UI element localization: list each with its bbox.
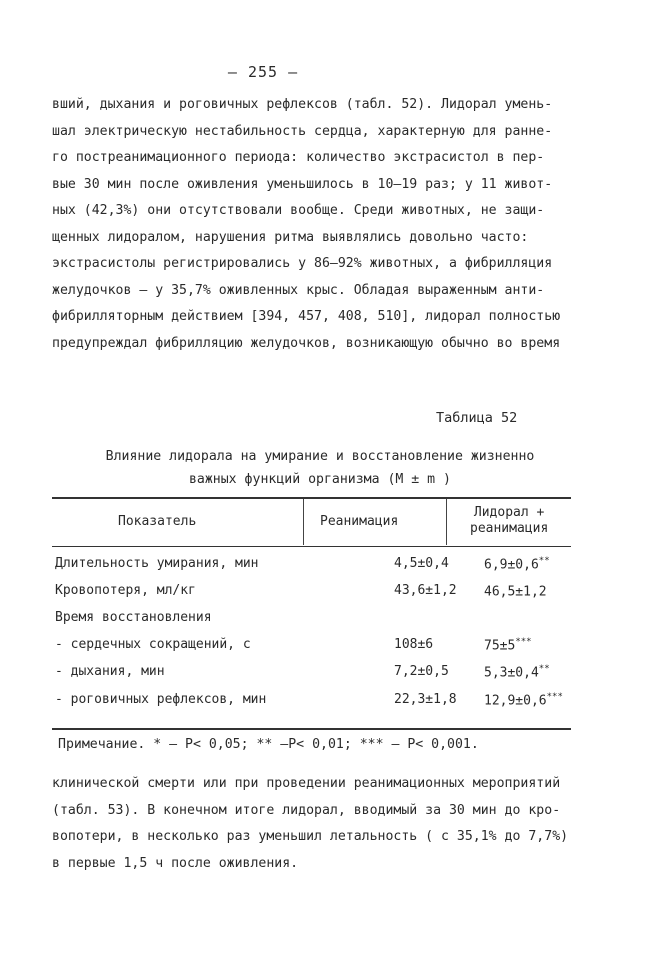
table-note: Примечание. * – P< 0,05; ** –P< 0,01; *** – P< 0,001. (58, 737, 479, 752)
value-lidoral: 12,9±0,6*** (484, 692, 563, 709)
header-resuscitation: Реанимация (320, 514, 399, 529)
table-title-line: важных функций организма (M ± m ) (188, 472, 451, 487)
table-row (52, 610, 571, 630)
value-lidoral: 6,9±0,6** (484, 556, 550, 573)
text-line: клинической смерти или при проведении реанимационных мероприятий (52, 776, 561, 791)
text-line: щенных лидоралом, нарушения ритма выявлялись довольно часто: (52, 229, 529, 245)
text-line: (табл. 53). В конечном итоге лидорал, вводимый за 30 мин до кро- (52, 802, 561, 818)
value-lidoral: 75±5*** (484, 637, 532, 654)
row-label: Длительность умирания, мин (55, 556, 259, 571)
table-bottom-rule (52, 728, 571, 730)
table-row (52, 583, 571, 603)
value-lidoral: 46,5±1,2 (484, 584, 547, 600)
text-line: предупреждал фибрилляцию желудочков, возникающую обычно во время (52, 335, 561, 351)
page-number: – 255 – (227, 63, 299, 81)
row-label: - дыхания, мин (55, 664, 165, 679)
paragraph-top (52, 92, 592, 357)
paragraph-bottom (52, 771, 592, 877)
column-divider (303, 499, 304, 545)
text-line: шал электрическую нестабильность сердца, характерную для ранне- (52, 123, 553, 139)
text-line: вший, дыхания и роговичных рефлексов (табл. 52). Лидорал умень- (52, 97, 553, 112)
value-resuscitation: 43,6±1,2 (394, 583, 457, 598)
text-line: желудочков – у 35,7% оживленных крыс. Обладая выраженным анти- (52, 282, 545, 298)
text-line: вые 30 мин после оживления уменьшилось в 10–19 раз; у 11 живот- (52, 176, 553, 192)
header-line: Лидорал + (473, 505, 545, 520)
text-line: го постреанимационного периода: количество экстрасистол в пер- (52, 150, 545, 165)
table-title-line: Влияние лидорала на умирание и восстановление жизненно (105, 449, 535, 464)
value-resuscitation: 7,2±0,5 (394, 664, 449, 679)
column-divider (446, 499, 447, 545)
row-label: Кровопотеря, мл/кг (55, 583, 196, 598)
value-resuscitation: 22,3±1,8 (394, 692, 457, 707)
table-row (52, 556, 571, 576)
header-indicator: Показатель (118, 514, 197, 529)
value-resuscitation: 4,5±0,4 (394, 556, 449, 571)
significance-mark: ** (538, 556, 550, 566)
row-label: - сердечных сокращений, с (55, 637, 251, 652)
value-resuscitation: 108±6 (394, 637, 434, 652)
text-line: в первые 1,5 ч после оживления. (52, 855, 299, 871)
significance-mark: *** (515, 637, 532, 647)
table-top-rule (52, 497, 571, 499)
header-lidoral-resuscitation (470, 505, 548, 537)
text-line: вопотери, в несколько раз уменьшил летальность ( с 35,1% до 7,7%) (52, 829, 569, 844)
table-caption: Таблица 52 (436, 410, 518, 426)
value-lidoral: 5,3±0,4** (484, 664, 550, 681)
text-line: фибрилляторным действием [394, 457, 408, 510], лидорал полностью (52, 309, 561, 324)
table-row (52, 664, 571, 684)
table-row (52, 637, 571, 657)
table-row (52, 692, 571, 712)
text-line: ных (42,3%) они отсутствовали вообще. Среди животных, не защи- (52, 203, 545, 218)
significance-mark: *** (546, 692, 563, 702)
row-label: Время восстановления (55, 610, 212, 625)
significance-mark: ** (538, 664, 550, 674)
table-header-rule (52, 546, 571, 547)
row-label: - роговичных рефлексов, мин (55, 692, 267, 707)
header-line: реанимация (470, 521, 549, 536)
text-line: экстрасистолы регистрировались у 86–92% животных, а фибрилляция (52, 256, 553, 271)
table-title (60, 445, 580, 491)
